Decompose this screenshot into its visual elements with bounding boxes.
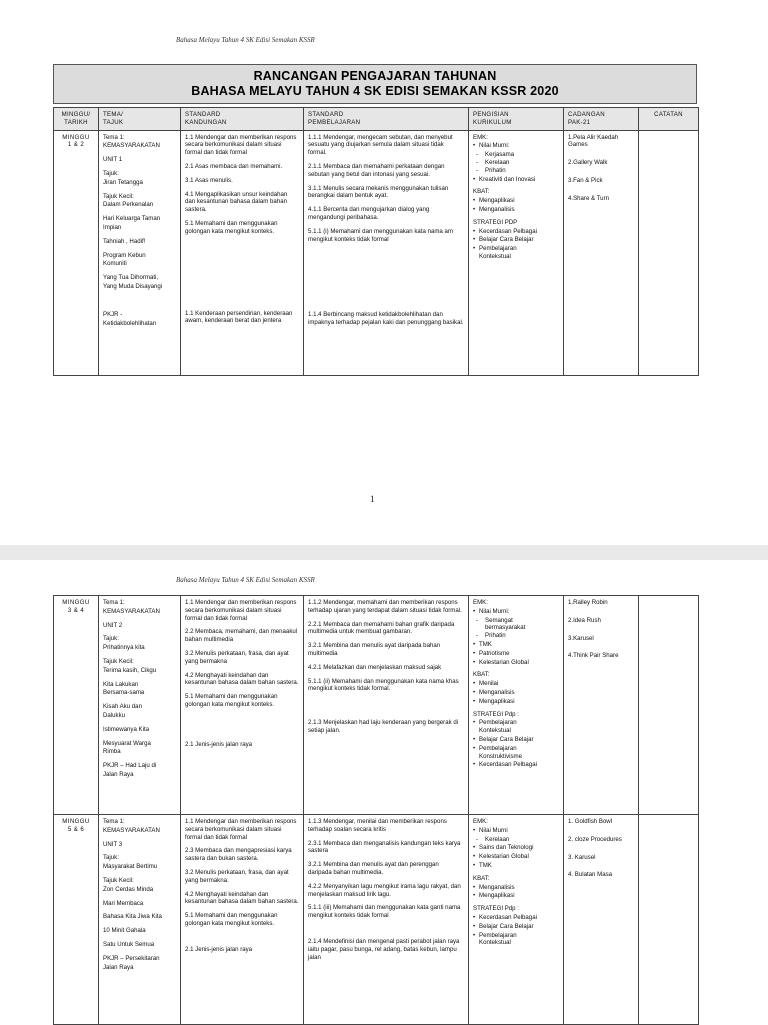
header-catatan: CATATAN [639,108,699,131]
catatan-cell [639,815,699,1025]
week-cell: MINGGU 3 & 4 [54,596,99,815]
theme-cell: Tema 1: KEMASYARAKATAN UNIT 3 Tajuk: Masyarakat Bertimu Tajuk Kecil: Zon Cerdas Minda Mari Membaca Bahasa Kita Jiwa Kita 10 Minit Gahala Satu Untuk Semua PKJR – Persekitaran Jalan Raya [99,815,181,1025]
page-number: 1 [370,494,375,504]
week-cell: MINGGU 5 & 6 [54,815,99,1025]
standard-kandungan-cell: 1.1 Mendengar dan memberikan respons secara berkomunikasi dalam situasi formal dan tidak formal 2.2 Membaca, memahami, dan menaakul bahan multimedia 3.2 Menulis perkataan, frasa, dan ayat yang bermakna 4.2 Menghayati keindahan dan kesantunan bahasa dalam bahan sastera. 5.1 Memahami dan menggunakan golongan kata mengikut konteks. 2.1 Jenis-jenis jalan raya [181,596,304,815]
document-title [53,64,697,104]
header-minggu: MINGGU/ TARIKH [54,108,99,131]
pengisian-kurikulum-cell: EMK: • Nilai Murni - Kerelaan • Sains dan Teknologi • Kelestarian Global • TMK KBAT: • Menganalisis • Mengaplikasi STRATEGI Pdp : • Kecerdasan Pelbagai • Belajar Cara Belajar • Pembelajaran Kontekstual [469,815,564,1025]
theme-cell: Tema 1: KEMASYARAKATAN UNIT 2 Tajuk: Prihatinnya kita Tajuk Kecil: Terima kasih, Cikgu Kita Lakukan Bersama-sama Kisah Aku dan Dalukku Istimewanya Kita Mesyuarat Warga Rimba PKJR – Had Laju di Jalan Raya [99,596,181,815]
title-line-1: RANCANGAN PENGAJARAN TAHUNAN [253,69,497,83]
standard-pembelajaran-cell: 1.1.2 Mendengar, memahami dan memberikan respons terhadap ujaran yang terdapat dalam situasi tidak formal. 2.2.1 Membaca dan memahami bahan grafik daripada multimedia untuk membuat gambaran. 3.2.1 Membina dan menulis ayat daripada bahan multimedia 4.2.1 Melafazkan dan menjelaskan maksud sajak 5.1.1 (ii) Memahami dan menggunakan kata nama khas mengikut konteks tidak formal. 2.1.3 Menjelaskan had laju kenderaan yang bergerak di setiap jalan. [304,596,469,815]
cadangan-pak21-cell: 1. Goldfish Bowl 2. cloze Procedures 3. Karusel 4. Bulatan Masa [564,815,639,1025]
header-cadangan-pak21: CADANGAN PAK-21 [564,108,639,131]
catatan-cell [639,596,699,815]
header-standard-kandungan: STANDARD KANDUNGAN [181,108,304,131]
page-separator [0,545,768,560]
rpt-table-page-1 [53,107,699,376]
catatan-cell [639,130,699,375]
table-row [54,596,699,815]
header-pengisian-kurikulum: PENGISIAN KURIKULUM [469,108,564,131]
standard-pembelajaran-cell: 1.1.3 Mendengar, menilai dan memberikan respons terhadap soalan secara kritis 2.3.1 Membaca dan menganalisis kandungan teks karya sastera 3.2.1 Membina dan menulis ayat dan perenggan daripada bahan multimedia. 4.2.2 Menyanyikan lagu mengikut irama lagu rakyat, dan menjelaskan maksud lirik lagu. 5.1.1 (iii) Memahami dan menggunakan kata ganti nama mengikut konteks tidak formal 2.1.4 Mendefinisi dan mengenal pasti perabot jalan raya iaitu pagar, pasu bunga, rel adang, batas kebun, lampu jalan [304,815,469,1025]
table-header-row [54,108,699,131]
cadangan-pak21-cell: 1.Ralley Robin 2.Idea Rush 3.Karusel 4.Think Pair Share [564,596,639,815]
week-cell: MINGGU 1 & 2 [54,130,99,375]
header-tema: TEMA/ TAJUK [99,108,181,131]
header-standard-pembelajaran: STANDARD PEMBELAJARAN [304,108,469,131]
standard-pembelajaran-cell: 1.1.1 Mendengar, mengecam sebutan, dan menyebut sesuatu yang diujarkan semula dalam situasi tidak formal. 2.1.1 Membaca dan memahami perkataan dengan sebutan yang betul dan intonasi yang sesuai. 3.1.1 Menulis secara mekanis menggunakan tulisan berangkai dalam bentuk ayat. 4.1.1 Bercerita dan mengujarkan dialog yang mengandungi peribahasa. 5.1.1 (i) Memahami dan menggunakan kata nama am mengikut konteks tidak formal 1.1.4 Berbincang maksud ketidakbolehlihatan dan impaknya terhadap pejalan kaki dan penunggang basikal. [304,130,469,375]
standard-kandungan-cell: 1.1 Mendengar dan memberikan respons secara berkomunikasi dalam situasi formal dan tidak formal 2.1 Asas membaca dan memahami. 3.1 Asas menulis. 4.1 Mengaplikasikan unsur keindahan dan kesantunan bahasa dalam bahan sastera. 5.1 Memahami dan menggunakan golongan kata mengikut konteks. 1.1 Kenderaan persendirian, kenderaan awam, kenderaan berat dan jentera [181,130,304,375]
title-line-2: BAHASA MELAYU TAHUN 4 SK EDISI SEMAKAN KSSR 2020 [191,84,559,98]
rpt-table-page-2 [53,595,699,1025]
table-row [54,815,699,1025]
pengisian-kurikulum-cell: EMK: • Nilai Murni: - Semangat bermasyarakat - Prihatin • TMK • Patriotisme • Kelestarian Global KBAT: • Menilai • Menganalisis • Mengaplikasi STRATEGI Pdp : • Pembelajaran Kontekstual • Belajar Cara Belajar • Pembelajaran Konstruktivisme • Kecerdasan Pelbagai [469,596,564,815]
theme-cell: Tema 1: KEMASYARAKATAN UNIT 1 Tajuk: Jiran Tetangga Tajuk Kecil: Dalam Perkenalan Hari Keluarga Taman Impian Tahniah , Hadif! Program Kebun Komuniti Yang Tua Dihormati, Yang Muda Disayangi PKJR - Ketidakbolehlihatan [99,130,181,375]
standard-kandungan-cell: 1.1 Mendengar dan memberikan respons secara berkomunikasi dalam situasi formal dan tidak formal 2.3 Membaca dan mengapresiasi karya sastera dan bukan sastera. 3.2 Menulis perkataan, frasa, dan ayat yang bermakna. 4.2 Menghayati keindahan dan kesantunan bahasa dalam bahan sastera. 5.1 Memahami dan menggunakan golongan kata mengikut konteks. 2.1 Jenis-jenis jalan raya [181,815,304,1025]
running-header: Bahasa Melayu Tahun 4 SK Edisi Semakan KSSR [176,576,315,584]
cadangan-pak21-cell: 1.Pela Alir Kaedah Games 2.Gallery Walk 3.Fan & Pick 4.Share & Turn [564,130,639,375]
pengisian-kurikulum-cell: EMK: • Nilai Murni: - Kerjasama - Kerelaan - Prihatin • Kreativiti dan Inovasi KBAT: • Mengaplikasi • Menganalisis STRATEGI PDP • Kecerdasan Pelbagai • Belajar Cara Belajar • Pembelajaran Kontekstual [469,130,564,375]
running-header: Bahasa Melayu Tahun 4 SK Edisi Semakan KSSR [176,36,315,44]
table-row [54,130,699,375]
page-2 [0,560,768,1024]
